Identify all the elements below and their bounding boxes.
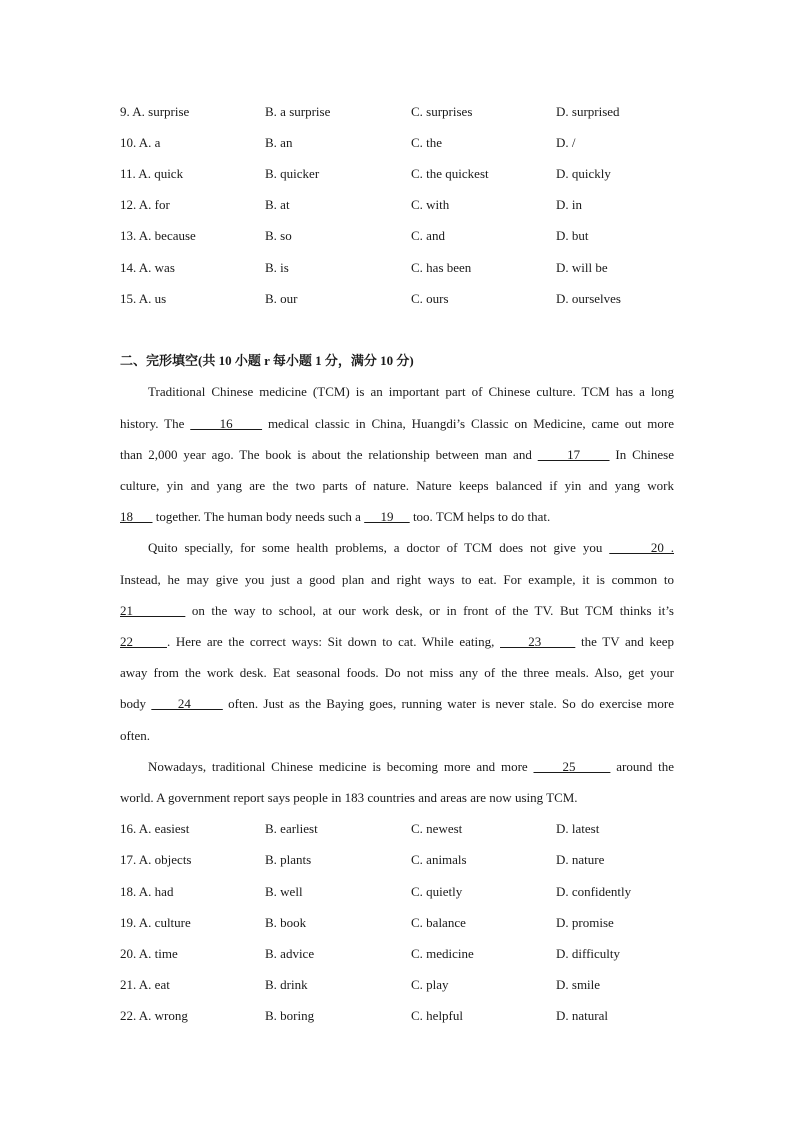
passage-line	[120, 694, 674, 714]
blank-24: 24	[151, 696, 223, 711]
option-c: C. with	[411, 197, 450, 212]
option-a: 19. A. culture	[120, 915, 191, 930]
passage-text: body	[120, 696, 152, 711]
passage-text: Nowadays, traditional Chinese medicine is becoming more and more	[148, 759, 534, 774]
option-row-12	[120, 195, 680, 215]
passage-text: Quito specially, for some health problems, a doctor of TCM does not give you	[148, 540, 610, 555]
option-d: D. /	[556, 135, 576, 150]
option-d: D. smile	[556, 977, 601, 992]
option-a: 12. A. for	[120, 197, 170, 212]
passage-text: often.	[120, 728, 150, 743]
option-b: B. advice	[265, 946, 315, 961]
option-row-10	[120, 133, 680, 153]
option-a: 11. A. quick	[120, 166, 184, 181]
blank-20: 20 .	[609, 540, 675, 555]
passage-line	[120, 507, 674, 527]
option-b: B. well	[265, 884, 303, 899]
option-a: 10. A. a	[120, 135, 161, 150]
option-row-11	[120, 164, 680, 184]
passage-text: Instead, he may give you just a good plan and right ways to eat. For example, it is common to	[120, 572, 674, 587]
passage-text: history. The	[120, 416, 191, 431]
option-a: 15. A. us	[120, 291, 167, 306]
option-a: 18. A. had	[120, 884, 174, 899]
passage-text: around the	[610, 759, 675, 774]
blank-23: 23	[500, 634, 576, 649]
option-d: D. quickly	[556, 166, 611, 181]
passage-text: . Here are the correct ways: Sit down to cat. While eating,	[166, 634, 500, 649]
option-c: C. animals	[411, 852, 467, 867]
passage-line	[148, 757, 674, 777]
option-b: B. is	[265, 260, 289, 275]
option-c: C. the quickest	[411, 166, 489, 181]
option-b: B. book	[265, 915, 307, 930]
passage-text: too. TCM helps to do that.	[409, 509, 551, 524]
option-row-17	[120, 850, 680, 870]
blank-16: 16	[190, 416, 263, 431]
option-b: B. boring	[265, 1008, 315, 1023]
passage-text: often. Just as the Baying goes, running water is never stale. So do exercise more	[222, 696, 675, 711]
option-b: B. quicker	[265, 166, 320, 181]
option-b: B. plants	[265, 852, 312, 867]
option-a: 14. A. was	[120, 260, 175, 275]
option-c: C. medicine	[411, 946, 474, 961]
passage-line	[148, 538, 674, 558]
option-d: D. will be	[556, 260, 608, 275]
passage-line	[120, 570, 674, 590]
option-d: D. but	[556, 228, 589, 243]
option-d: D. in	[556, 197, 582, 212]
option-b: B. so	[265, 228, 292, 243]
option-row-21	[120, 975, 680, 995]
option-d: D. confidently	[556, 884, 632, 899]
option-c: C. play	[411, 977, 449, 992]
passage-text: world. A government report says people in 183 countries and areas are now using TCM.	[120, 790, 578, 805]
option-b: B. an	[265, 135, 293, 150]
option-a: 16. A. easiest	[120, 821, 190, 836]
passage-line	[120, 476, 674, 496]
option-row-18	[120, 882, 680, 902]
blank-17: 17	[537, 447, 610, 462]
option-d: D. surprised	[556, 104, 620, 119]
option-d: D. ourselves	[556, 291, 621, 306]
blank-22: 22	[120, 634, 167, 649]
option-row-19	[120, 913, 680, 933]
option-c: C. and	[411, 228, 445, 243]
passage-line	[120, 632, 674, 652]
option-a: 21. A. eat	[120, 977, 170, 992]
passage-line	[120, 414, 674, 434]
passage-text: Traditional Chinese medicine (TCM) is an important part of Chinese culture. TCM has a long	[148, 384, 674, 399]
option-b: B. at	[265, 197, 290, 212]
passage-text: the TV and keep	[575, 634, 674, 649]
option-c: C. the	[411, 135, 443, 150]
passage-line	[148, 382, 674, 402]
option-d: D. nature	[556, 852, 605, 867]
option-d: D. promise	[556, 915, 614, 930]
passage-text: away from the work desk. Eat seasonal foods. Do not miss any of the three meals. Also, get your	[120, 665, 674, 680]
option-c: C. newest	[411, 821, 463, 836]
option-d: D. latest	[556, 821, 600, 836]
option-row-13	[120, 226, 680, 246]
option-row-20	[120, 944, 680, 964]
passage-text: medical classic in China, Huangdi’s Classic on Medicine, came out more	[262, 416, 675, 431]
option-a: 9. A. surprise	[120, 104, 190, 119]
option-b: B. a surprise	[265, 104, 331, 119]
option-row-9	[120, 102, 680, 122]
passage-text: together. The human body needs such a	[152, 509, 365, 524]
blank-25: 25	[533, 759, 611, 774]
option-d: D. difficulty	[556, 946, 621, 961]
blank-19: 19	[364, 509, 410, 524]
option-b: B. our	[265, 291, 298, 306]
option-c: C. ours	[411, 291, 449, 306]
option-a: 20. A. time	[120, 946, 178, 961]
blank-18: 18	[120, 509, 153, 524]
option-row-14	[120, 258, 680, 278]
passage-text: In Chinese	[609, 447, 675, 462]
passage-text: culture, yin and yang are the two parts of nature. Nature keeps balanced if yin and yang work	[120, 478, 674, 493]
option-c: C. surprises	[411, 104, 473, 119]
option-c: C. balance	[411, 915, 466, 930]
passage-line	[120, 601, 674, 621]
passage-line	[120, 663, 674, 683]
option-b: B. earliest	[265, 821, 318, 836]
option-a: 22. A. wrong	[120, 1008, 188, 1023]
passage-text: on the way to school, at our work desk, or in front of the TV. But TCM thinks it’s	[185, 603, 674, 618]
option-c: C. quietly	[411, 884, 463, 899]
passage-line	[120, 445, 674, 465]
option-row-15	[120, 289, 680, 309]
option-c: C. helpful	[411, 1008, 463, 1023]
passage-text: than 2,000 year ago. The book is about the relationship between man and	[120, 447, 538, 462]
blank-21: 21	[120, 603, 186, 618]
option-b: B. drink	[265, 977, 308, 992]
option-d: D. natural	[556, 1008, 608, 1023]
option-a: 17. A. objects	[120, 852, 192, 867]
section-heading: 二、完形填空(共 10 小题 r 每小题 1 分，满分 10 分)	[120, 353, 414, 368]
option-row-22	[120, 1006, 680, 1026]
option-c: C. has been	[411, 260, 472, 275]
option-a: 13. A. because	[120, 228, 196, 243]
option-row-16	[120, 819, 680, 839]
passage-line	[120, 788, 674, 808]
passage-line	[120, 726, 674, 746]
